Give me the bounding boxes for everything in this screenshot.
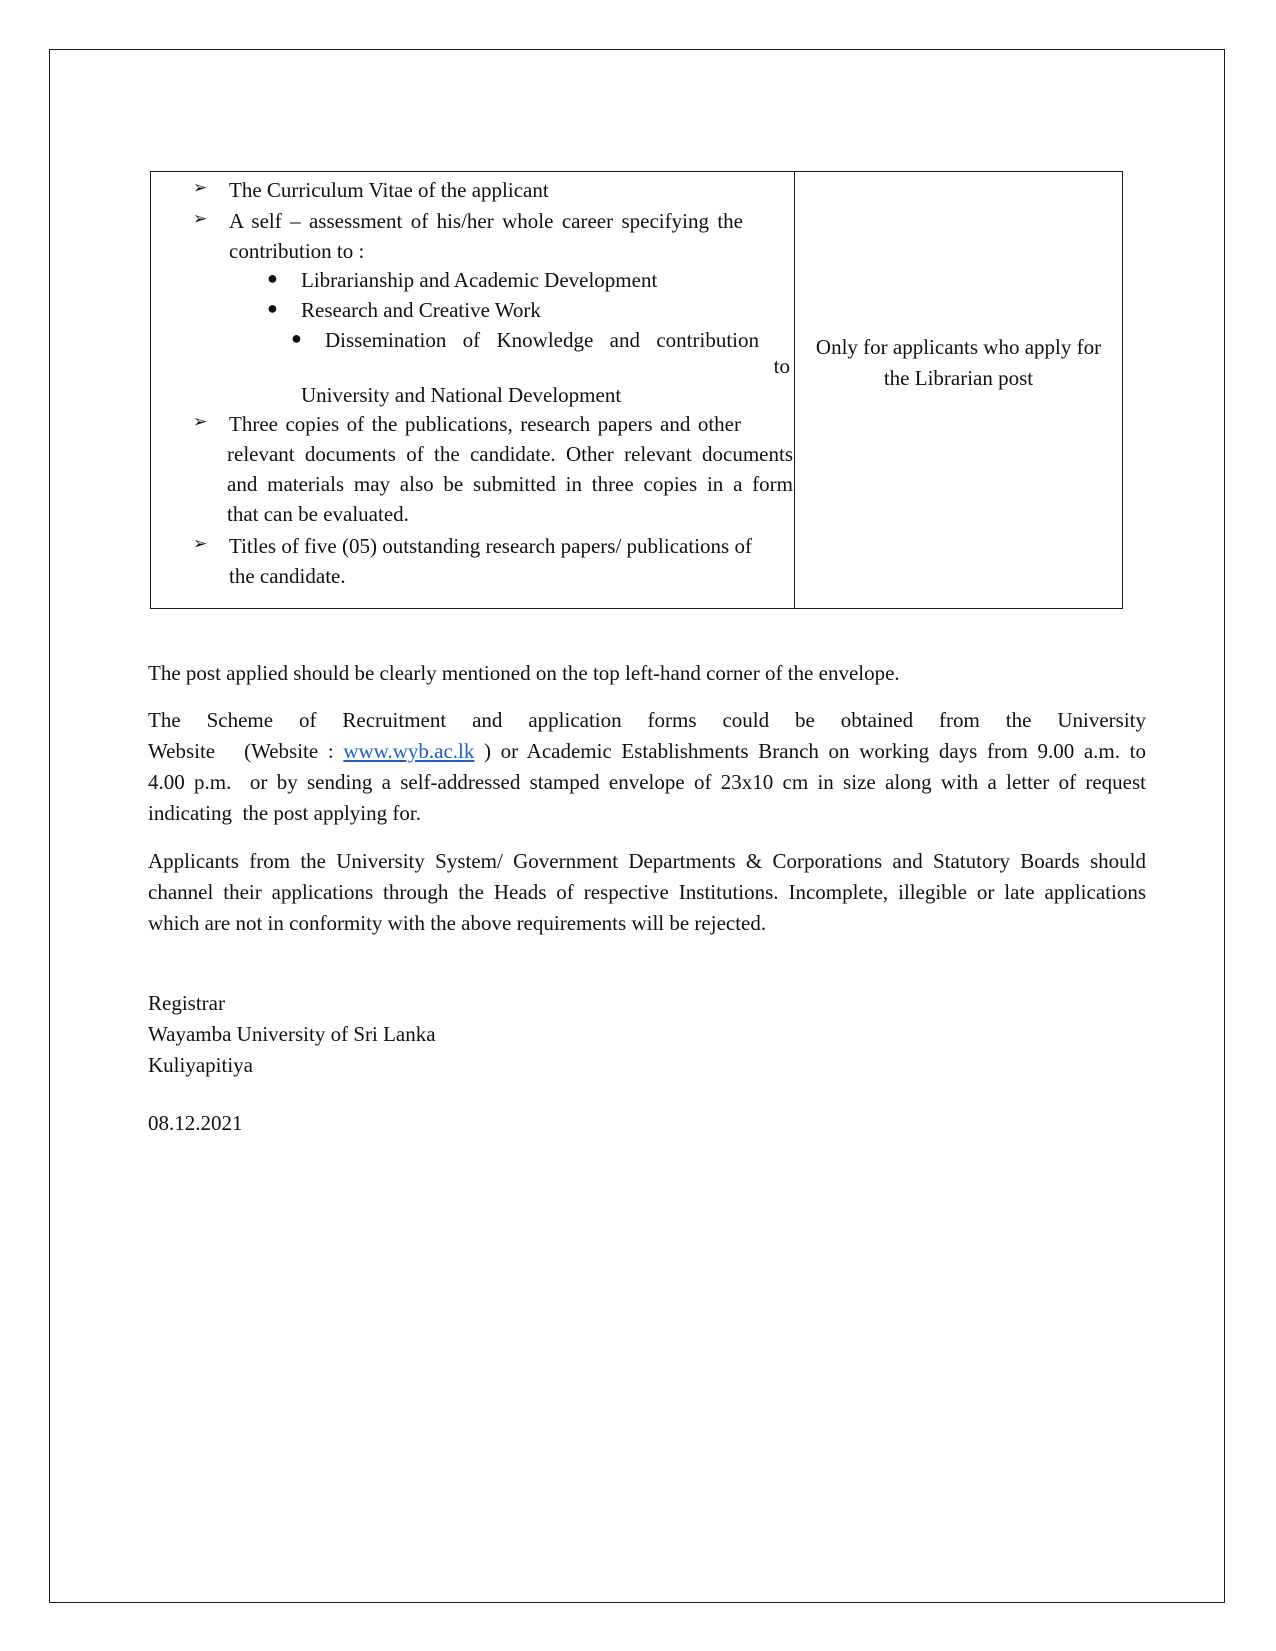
applicants-line3: which are not in conformity with the above requirements will be rejected. — [148, 911, 767, 935]
scheme-line2-post: ) or Academic Establishments Branch on working days from 9.00 a.m. to — [474, 739, 1146, 763]
website-link[interactable]: www.wyb.ac.lk — [343, 739, 475, 763]
post-applied-paragraph — [148, 658, 1146, 689]
applicability-note-line1: Only for applicants who apply for — [815, 335, 1102, 359]
signatory-institution: Wayamba University of Sri Lanka — [148, 1022, 436, 1046]
scheme-line1: The Scheme of Recruitment and application forms could be obtained from the University — [148, 708, 1146, 732]
arrow-bullet-icon: ➢ — [193, 209, 208, 228]
signature-block — [148, 988, 436, 1081]
sub-item-research: Research and Creative Work — [301, 298, 541, 322]
item-self-assessment-line1: A self – assessment of his/her whole career specifying the — [229, 209, 743, 233]
scheme-line2 — [148, 736, 1146, 767]
sub-item-dissemination-line2: University and National Development — [301, 383, 622, 407]
round-bullet-icon: ● — [291, 328, 302, 348]
scheme-line2-pre: Website (Website : — [148, 739, 344, 763]
item-titles-line2: the candidate. — [229, 564, 346, 588]
item-titles-line1: Titles of five (05) outstanding research papers/ publications of — [229, 534, 752, 558]
requirements-table — [150, 171, 1123, 609]
item-copies-line4: that can be evaluated. — [227, 502, 409, 526]
round-bullet-icon: ● — [267, 268, 278, 288]
requirements-cell — [151, 172, 795, 608]
item-self-assessment-line2: contribution to : — [229, 239, 365, 263]
applicability-note-line2: the Librarian post — [883, 366, 1034, 390]
item-copies-line2: relevant documents of the candidate. Other relevant documents — [227, 442, 793, 466]
item-cv: The Curriculum Vitae of the applicant — [229, 178, 549, 202]
sub-item-dissemination-line1: Dissemination of Knowledge and contribution — [325, 328, 759, 352]
sub-item-librarianship: Librarianship and Academic Development — [301, 268, 658, 292]
round-bullet-icon: ● — [267, 298, 278, 318]
signatory-location: Kuliyapitiya — [148, 1053, 253, 1077]
arrow-bullet-icon: ➢ — [193, 178, 208, 197]
applicants-line2: channel their applications through the Heads of respective Institutions. Incomplete, illegible or late applications — [148, 880, 1146, 904]
arrow-bullet-icon: ➢ — [193, 412, 208, 431]
applicability-note — [795, 332, 1122, 394]
document-date: 08.12.2021 — [148, 1111, 243, 1135]
arrow-bullet-icon: ➢ — [193, 534, 208, 553]
scheme-line4: indicating the post applying for. — [148, 801, 421, 825]
scheme-line3: 4.00 p.m. or by sending a self-addressed stamped envelope of 23x10 cm in size along with a letter of request — [148, 770, 1146, 794]
applicability-cell — [795, 172, 1122, 608]
item-copies-line1: Three copies of the publications, research papers and other — [229, 412, 741, 436]
scheme-paragraph — [148, 705, 1146, 829]
sub-item-dissemination-to: to — [773, 354, 790, 378]
applicants-line1: Applicants from the University System/ Government Departments & Corporations and Statutory Boards should — [148, 849, 1146, 873]
post-applied-text: The post applied should be clearly mentioned on the top left-hand corner of the envelope. — [148, 661, 900, 685]
item-copies-line3: and materials may also be submitted in three copies in a form — [227, 472, 793, 496]
signatory-title: Registrar — [148, 991, 225, 1015]
applicants-paragraph — [148, 846, 1146, 939]
